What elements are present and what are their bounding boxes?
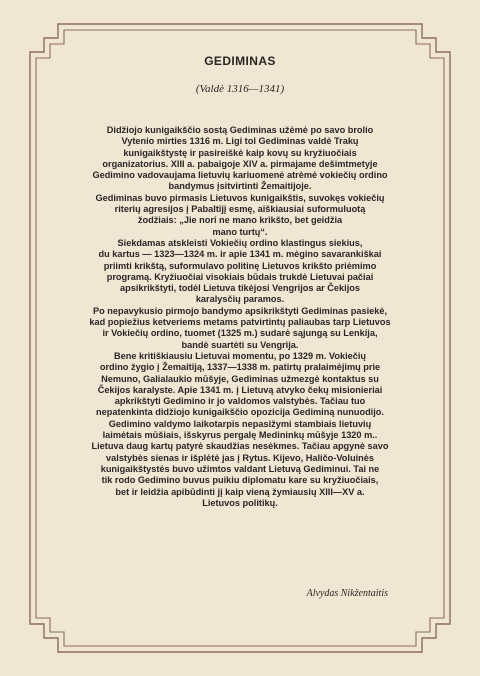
body-line: bet ir leidžia apibūdinti jį kaip vieną žymiausių XIII—XV a. bbox=[115, 486, 365, 497]
body-line: ordino žygio į Žemaitiją, 1337—1338 m. patirtų pralaimėjimų prie bbox=[99, 362, 381, 373]
body-line: Bene kritiškiausiu Lietuvai momentu, po 1329 m. Vokiečių bbox=[113, 350, 367, 361]
body-line: apsikrikštyti, todėl Lietuva tikėjosi Vengrijos ar Čekijos bbox=[120, 283, 360, 294]
body-line: kunigaikštystę ir pasireiškė kaip kovų su kryžiuočiais bbox=[123, 147, 357, 158]
body-line: programą. Kryžiuočiai visokiais būdais trukdė Lietuvai pačiai bbox=[106, 271, 374, 282]
body-line: mano turtų“. bbox=[212, 226, 268, 237]
body-line: laimėtais mūšiais, išskyrus pergalę Medininkų mūšyje 1320 m.. bbox=[102, 430, 378, 441]
body-line: tik rodo Gedimino buvus puikiu diplomatu kare su kryžiuočiais, bbox=[101, 475, 379, 486]
body-line: Gedimino vadovaujama lietuvių kariuomenė atrėmė vokiečių ordino bbox=[92, 170, 388, 181]
body-line: Nemuno, Galialaukio mūšyje, Gediminas užmezgė kontaktus su bbox=[101, 373, 379, 384]
body-line: Gediminas buvo pirmasis Lietuvos kunigaikštis, suvokęs vokiečių bbox=[95, 192, 385, 203]
body-line: kad popiežius ketveriems metams patvirtintų paliaubas tarp Lietuvos bbox=[89, 317, 391, 328]
body-line: du kartus — 1323—1324 m. ir apie 1341 m. mėgino savarankiškai bbox=[98, 249, 382, 260]
document-title: GEDIMINAS bbox=[204, 54, 276, 68]
reign-dates: (Valdė 1316—1341) bbox=[195, 83, 285, 95]
body-line: kunigaikštystės buvo užimtos valdant Lietuvą Gediminui. Tai ne bbox=[100, 463, 380, 474]
body-line: Čekijos karalyste. Apie 1341 m. į Lietuvą atvyko čekų misionieriai bbox=[97, 384, 383, 395]
author-signature: Alvydas Nikžentaitis bbox=[306, 588, 388, 599]
body-line: riterių agresijos į Pabaltijį esmę, aiškiausiai suformuluotą bbox=[114, 204, 366, 215]
body-line: Vytenio mirties 1316 m. Ligi tol Gediminas valdė Trakų bbox=[121, 136, 359, 147]
body-line: Lietuvos politikų. bbox=[202, 497, 278, 508]
body-text bbox=[60, 125, 420, 509]
body-line: valstybės sienas ir išplėtė jas į Rytus. Kijevo, Haličo-Voluinės bbox=[106, 452, 374, 463]
body-line: žodžiais: „Jie nori ne mano krikšto, bet geidžia bbox=[137, 215, 343, 226]
body-line: Siekdamas atskleisti Vokiečių ordino klastingus siekius, bbox=[117, 237, 363, 248]
body-line: Po nepavykusio pirmojo bandymo apsikrikštyti Gediminas pasiekė, bbox=[92, 305, 388, 316]
body-line: priimti krikštą, suformulavo politinę Lietuvos krikšto priėmimo bbox=[103, 260, 377, 271]
body-line: karalysčių paramos. bbox=[195, 294, 285, 305]
body-line: Gedimino valdymo laikotarpis nepasižymi stambiais lietuvių bbox=[108, 418, 372, 429]
body-line: ir Vokiečių ordino, tuomet (1325 m.) sudarė sąjungą su Lenkija, bbox=[102, 328, 378, 339]
body-line: apkrikštyti Gedimino ir jo valdomos valstybės. Tačiau tuo bbox=[114, 396, 366, 407]
body-line: Didžiojo kunigaikščio sostą Gediminas užėmė po savo brolio bbox=[106, 125, 374, 135]
body-line: nepatenkinta didžiojo kunigaikščio opozicija Gediminą nunuodijo. bbox=[96, 407, 384, 418]
body-line: organizatorius. XIII a. pabaigoje XIV a. pirmajame dešimtmetyje bbox=[102, 158, 378, 169]
body-line: bandymus įsitvirtinti Žemaitijoje. bbox=[168, 181, 312, 192]
body-line: bandė suartėti su Vengrija. bbox=[181, 339, 299, 350]
body-line: Lietuva daug kartų patyrė skaudžias nesėkmes. Tačiau apgynė savo bbox=[91, 441, 389, 452]
